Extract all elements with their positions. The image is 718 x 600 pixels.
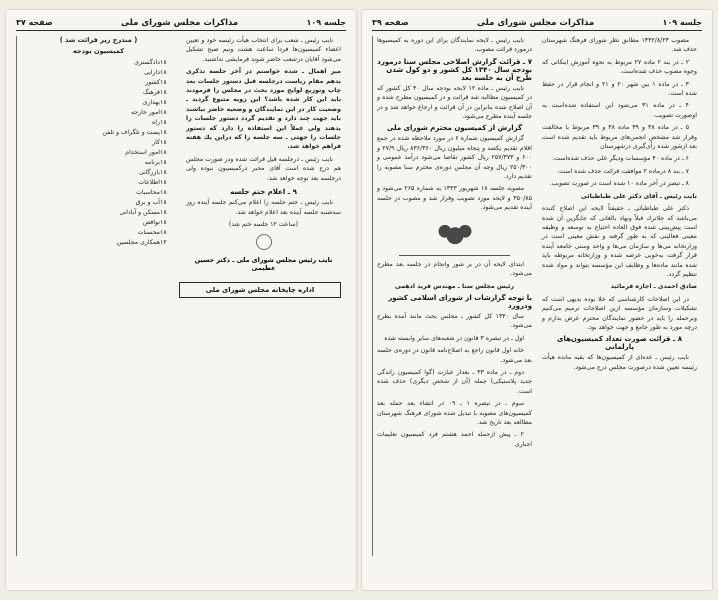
table-row (21, 78, 176, 88)
right-publication-title: مذاكرات مجلس شوراى ملى (477, 18, 595, 28)
speech-paragraph: نايب رئيس ـ شعب براى انتخاب هيأت رئيسه خود و تعيين اعضاء كميسيون‌ها فردا ساعت هشت ونيم صبح تشكيل مى‌شود ‌آقايان درشعب حاضر شوند فرمايشى نداشتيد. (186, 37, 341, 63)
lion-emblem-icon (432, 217, 478, 251)
index-row-number: ۱۸ (160, 69, 167, 76)
index-row-number: ۱۸ (160, 199, 167, 206)
amendment-item: مصوب ۱۳۴۲/۸/۲۳ مطابق نظر شوراى فرهنگ شهرستان حذف شد. (542, 37, 697, 54)
table-row (21, 238, 176, 248)
table-row (21, 118, 176, 128)
index-row-label: بازرگانى (138, 169, 160, 176)
table-row (21, 178, 176, 188)
index-row-number: ۱۸ (160, 219, 167, 226)
amendment-item: ۲ ـ در بند ۲ ماده ۲۷ مربوط به نحوه آموزش اينكاتى كه وجوه مصوب حذف شده‌است. (542, 58, 697, 76)
speech-paragraph: نايب رئيس ـ لايحه نمايندگان براى اين دوره به كميسيو‌ها درمورد قرائت مصوب. (377, 37, 532, 54)
index-row-label: محسنات (137, 229, 160, 236)
report-heading: گزارش از كميسيون محترم شوراى ملى (386, 124, 523, 133)
printing-office-box: اداره چاپخانه مجلس شوراى ملى (179, 282, 341, 298)
speech-paragraph: نايب رئيس ـ درجلسه قبل قرائت شده ودر صورت مجلس هم درج شده است آقاى مخبر دركميسيون نبوده ولى درجلسه بعد توجه خواهد شد. (186, 155, 341, 182)
index-row-number: ۱۸ (160, 189, 167, 196)
report-paragraph: مصوبه جلسه ۱۸ شهريور ۱۳۴۳ به شماره ۲۶۵ مى‌شود و ۳۵۰/۸۵ و لايحه مورد تصويب وقرار شد و مصوب در جلسه آينده تقديم مى‌شود. (377, 185, 532, 212)
subheading: با توجه گزارشات از شوراى اسلامى كشور ودرورد (388, 293, 532, 310)
report-paragraph: گزارش كميسيون شماره ۶ در مورد ملاحظه شده در جمع اقلام تقديم يكصد و پنجاه ميليون ريال ۸۳۶/۳۶۰ ريال ۲۷/۹ و ۶۰۰ و ۲۵۷/۳۷۳ ريال كشور تقاضا مى‌شود درآمد عمومى و ۲۵۰/۳۰۰ ريال وجه آن مجلس دوره‌ى محترم سنا مصوبه را تقديم دارد. (377, 135, 533, 181)
right-running-head (372, 18, 702, 31)
speech-paragraph: دكتر على طباطبائى ـ حقيقتاً لايحه اين اصلاح كننده مى‌باشد كه جلاترك قبلاً ونهاد بالغانى كه جايگزين آن شده است پيش‌بينى شده فوق العاده احتياج به توسعه و وظيفه معينى فعاليتى كه به طور گرفته و نقش معينى است در وزارتخانه مى‌ها و سازمان مى‌ها و واحد وستى جامعه آينده قرار گرفت به‌خوبى عرضه شده و وزارتخانه مربوطه بايد شده مانند ماده‌ها و وظايف اين مؤسسه بتواند و مواد شده تنظيم گردد. (542, 205, 697, 278)
index-row-label: فرهنگ (142, 89, 160, 96)
speech-paragraph: ابتداى لايحه آن در بر شور وانجام در جلسه بعد مطرح مى‌شود. (377, 260, 532, 278)
table-row (21, 228, 176, 238)
agenda-heading: ۷ ـ قرائت گزارش اصلاحى مجلس سنا درمورد بودجه سال ۱۳۴۰ كل كشور و دو كول شدن طرح آن به جلسه بعد (377, 57, 532, 82)
table-row (21, 158, 176, 168)
left-leaf-right-column (16, 36, 181, 556)
amendment-item: دوم ـ در ماده ۳۳ ـ بعدار عبارت (گوا كميسيون راندگى جديد پلاستيكى) جمله (آن از شخص ديگرى) حذف شده است. (377, 368, 532, 395)
index-row-number: ۱۸ (160, 159, 167, 166)
table-row (21, 58, 176, 68)
amendment-item: ۷ ـ بند ۸ درماده ۲ موافقت قرائت حذف شده است. (557, 167, 689, 175)
speech-paragraph: در اين اصلاحات كارشناسى كه خلا بوده بديهى است كه تشكيلات وسازمان مؤسسه ازين اصلاحات ترميم مى‌كنيم وبرحمله را بايد در حضور نمايندگان محترم عرض بدارم و درچه مورد به طور جامع و جهت خواهد بود. (542, 295, 697, 331)
senate-president-signature: رئيس مجلس سنا ـ مهندس فريد ادهمى (394, 282, 515, 290)
table-row (21, 218, 176, 228)
index-row-label: راه (152, 119, 160, 126)
table-row (21, 148, 176, 158)
table-row (21, 138, 176, 148)
left-session-number: جلسه ۱۰۹ (306, 18, 346, 27)
index-row-number: ۱۸ (160, 139, 167, 146)
amendment-item: ۴ ـ در ماده ۳۱ مى‌شود اين استفاده شده‌است به اوصورت تصويب‌. (542, 102, 697, 119)
speaker-heading: صادق احمدى ـ اجازه فرمائيد (610, 283, 697, 291)
index-row-label: كشور (145, 79, 160, 86)
right-leaf-right-column (372, 36, 537, 556)
right-leaf-left-column (537, 36, 702, 556)
index-row-number: ۱۸ (160, 129, 167, 136)
committee-index-table (21, 36, 176, 248)
index-row-number: ۱۸ (160, 59, 167, 66)
table-row (21, 198, 176, 208)
amendment-item: ۲ ـ پيش ازجمله احمد هشتم فرد كميسيون تعليمات اجبارى (377, 431, 532, 448)
speaker-heading: مير اهمال ـ شده خواستم در آخر جلسه تذكرى بدهم مقام رياست درجلسه قبل دستور جلسات بعد چاپ وتوزيع لوايح مورد بحث در مجلس را فرمودند بايد اين كار شده باشد؟ اين رويه متبوع گرديد ـ وضعيت كار در اين نمايندگان و وضعيه حاضر نباشند بايد جهت چند دارد و تقديم گردد دستور جلسات را بدهند ولى عملاً اين استفاده را دارد كه دستور جلسات را جهتى ـ سه جلسه را كه دراين يك هفته فراهم خواهد شد. (186, 68, 341, 151)
index-row-label: محاسبات (136, 189, 160, 196)
table-row (21, 88, 176, 98)
index-row-label: دادگسترى (134, 59, 160, 66)
left-leaf-left-column (181, 36, 346, 556)
session-close-time: (ساعت ۱۲ جلسه ختم شد) (228, 220, 299, 228)
index-row-label: نواقص (142, 219, 160, 226)
amendment-item: ۶ ـ در ماده ۴۰ مؤسسات وديگر على حذف شده‌است. (552, 155, 689, 163)
speech-paragraph: نايب رئيس ـ ختم جلسه را اعلام مى‌كنم جلسه آينده روز سه‌شنبه جلسه آينده بعد اعلام خواهد شد. (186, 199, 341, 216)
table-row (21, 68, 176, 78)
index-row-label: همكارى مجلسين (116, 239, 160, 246)
speech-paragraph: سال ۱۳۴۰ كل كشور ـ مجلس بحث مانند آمده بطرح مى‌شود. (377, 312, 532, 330)
left-two-column-body (16, 36, 346, 556)
table-row (21, 108, 176, 118)
index-row-label: امور استخدام (125, 149, 160, 156)
index-row-number: ۱۸ (160, 169, 167, 176)
seal-stamp-icon (256, 234, 272, 250)
table-row (21, 188, 176, 198)
index-row-label: پست و تلگراف و تلفن (102, 129, 160, 136)
index-row-label: آب و برق (135, 199, 160, 206)
index-heading: كميسيون بودجه (72, 47, 125, 55)
left-publication-title: مذاكرات مجلس شوراى ملى (121, 18, 239, 28)
speech-block-mirahmal (186, 67, 341, 183)
index-row-number: ۱۸ (160, 179, 167, 186)
index-row-number: ۱۸ (160, 99, 167, 106)
table-row (21, 208, 176, 218)
amendment-item: ۸ ـ تبصر در آخر ماده ۱۰ شده است در صورت تصويب. (549, 180, 689, 188)
agenda-heading: ۹ ـ اعلام ختم جلسه (230, 188, 297, 197)
index-row-label: كار (152, 139, 160, 146)
right-page-number: صفحه ۳۹ (372, 18, 409, 27)
amendment-item: خانه اول قانون راجع به اصلاح‌نامه قانون در دوره‌ى جلسه بعد مى‌شود. (377, 347, 532, 364)
signature-line: نايب رئيس مجلس شوراى ملى ـ دكتر حسين عظيمى (194, 256, 333, 273)
amendment-item: اول ـ در تبصره ۳ قانون در شعبه‌هاى ساير وابسته شده (384, 334, 524, 342)
index-subheading: ( مندرج زير قرائت شد ) (59, 36, 138, 44)
index-row-number: ۱۸ (160, 109, 167, 116)
table-row (21, 168, 176, 178)
index-row-number: ۱۸ (160, 79, 167, 86)
speech-paragraph: نايب رئيس ـ ماده ۱۲ لايحه بودجه سال ۴۰ كل كشور كه در كميسيون مطالبه شد قرائت و در كميسيون مطرح شده و آن اصلاح شده بنابراين در آن قرائت و ارجاع خواهد شد و در جلسه آينده مطرح مى‌شود. (377, 84, 532, 121)
table-row (21, 128, 176, 138)
right-page-leaf (362, 10, 712, 590)
left-running-head (16, 18, 346, 31)
index-row-number: ۱۸ (160, 229, 167, 236)
speech-paragraph: نايب رئيس ـ عده‌اى از كميسيون‌ها كه بقيه مانده هيأت رئيسه تعيين شده درصورت مجلس درج مى‌شود. (542, 354, 697, 371)
amendment-item: ۵ ـ در ماده ۳۸ و ۳۹ ماده ۳۸ و ۳۹ مربوط با مخالفت وقرار شد مشخص انجمن‌هاى مربوط بايد تقديم شده است بعد ازشور شده رأى‌گيرى درشهرستان‌ (542, 124, 697, 151)
index-row-label: مسكن و آبادانى (119, 209, 160, 216)
index-row-number: ۱۸ (160, 119, 167, 126)
agenda-heading: ۸ ـ قرائت صورت تعداد كميسيون‌هاى پارلمانى (557, 335, 682, 352)
index-row-label: دارايى (143, 69, 160, 76)
right-session-number: جلسه ۱۰۹ (662, 18, 702, 27)
table-row (21, 98, 176, 108)
amendment-item: ۳ ـ در ماده ۱ بين شهر ۲۰ و ۲۱ و انجام قرار در حفظ شده است. (542, 80, 697, 98)
index-row-number: ۱۸ (160, 149, 167, 156)
index-row-label: اطلاعات (138, 179, 160, 186)
speaker-heading: نايب رئيس ـ آقاى دكتر على طباطبائى (581, 192, 697, 200)
divider (399, 255, 510, 256)
left-page-number: صفحه ۳۷ (16, 18, 53, 27)
index-row-label: امور خارجه (130, 109, 160, 116)
index-row-number: ۱۸ (160, 89, 167, 96)
left-page-leaf (6, 10, 356, 590)
amendment-item: سوم ـ در تبصره ۱ ـ ۰۹ در انشاء بعد حمله بعد كميسيون‌هاى مصوبه با تبديل شده شوراى فرهنگ شهرستان مطالعه بعد تاريخ شد. (377, 400, 532, 426)
index-row-label: بهدارى (142, 99, 160, 106)
index-row-label: برنامه (144, 159, 160, 166)
index-row-number: ۱۲ (160, 239, 167, 246)
index-row-number: ۱۸ (160, 209, 167, 216)
agenda-item-end-of-session (186, 188, 341, 229)
right-two-column-body (372, 36, 702, 556)
